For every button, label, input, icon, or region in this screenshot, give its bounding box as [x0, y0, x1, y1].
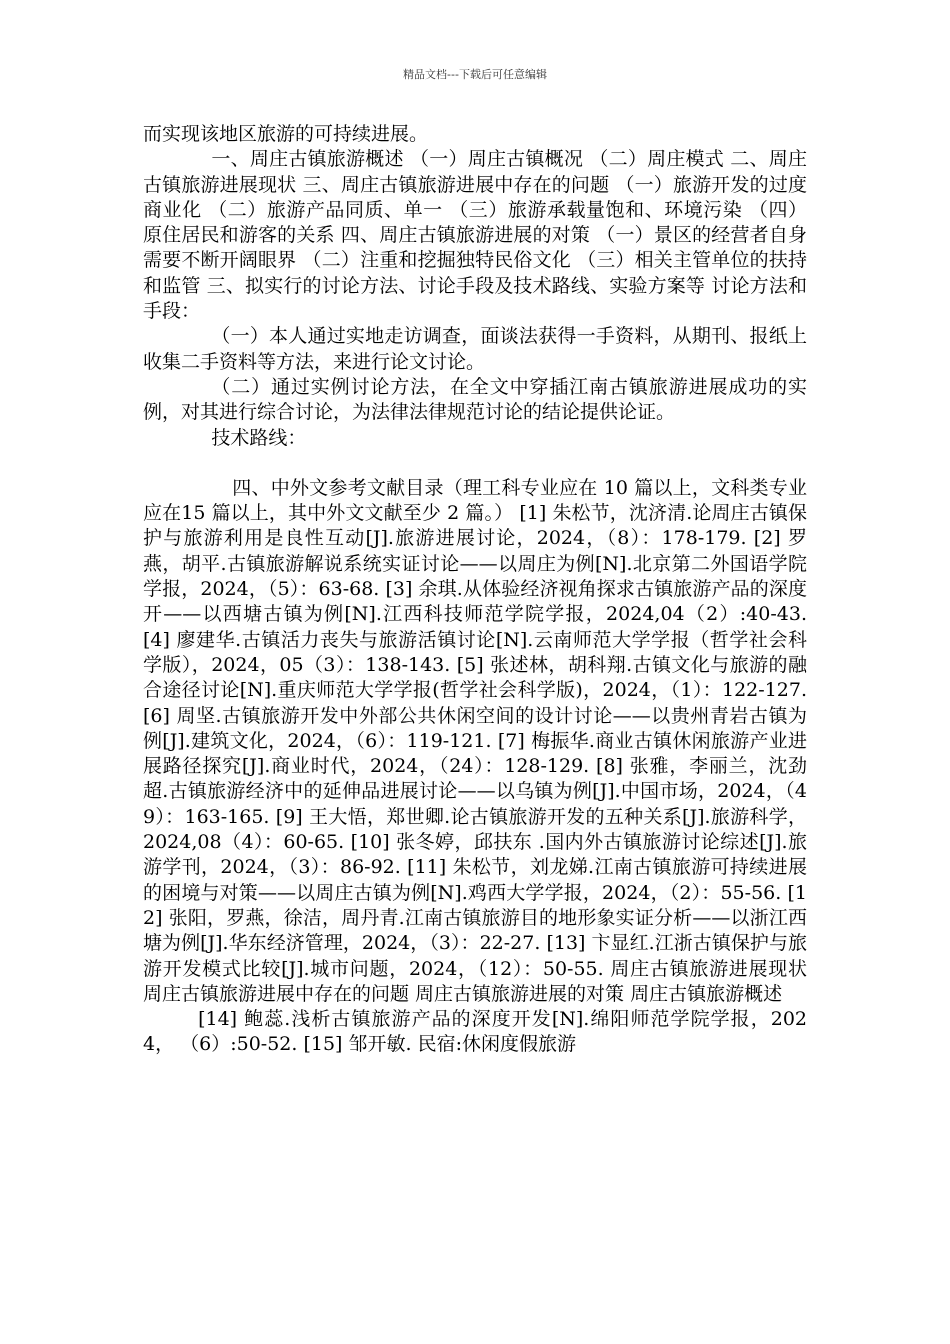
paragraph-technical-route: 技术路线： [211, 426, 307, 449]
document-body [143, 122, 807, 1058]
paragraph-outline: 一、周庄古镇旅游概述 （一）周庄古镇概况 （二）周庄模式 二、周庄古镇旅游进展现状 三、周庄古镇旅游进展中存在的问题 （一）旅游开发的过度商业化 （二）旅游产品同质、单一 （三）旅游承载量饱和、环境污染 （四）原住居民和游客的关系 四、周庄古镇旅游进展的对策 （一）景区的经营者自身需要不断开阔眼界 （二）注重和挖掘独特民俗文化 （三）相关主管单位的扶持和监管 三、拟实行的讨论方法、讨论手段及技术路线、实验方案等 讨论方法和手段： [143, 148, 807, 323]
paragraph-references-continued: [14] 鲍蕊.浅析古镇旅游产品的深度开发[N].绵阳师范学院学报，2024， （6）:50-52. [15] 邹开敏. 民宿:休闲度假旅游 [143, 1008, 807, 1056]
paragraph-continuation: 而实现该地区旅游的可持续进展。 [143, 123, 429, 145]
page-header: 精品文档---下载后可任意编辑 [403, 68, 547, 81]
blank-space [143, 451, 807, 476]
paragraph-method-two: （二）通过实例讨论方法，在全文中穿插江南古镇旅游进展成功的实例，对其进行综合讨论，为法律法律规范讨论的结论提供论证。 [143, 375, 807, 424]
paragraph-method-one: （一）本人通过实地走访调查，面谈法获得一手资料，从期刊、报纸上收集二手资料等方法，来进行论文讨论。 [143, 325, 807, 373]
paragraph-references: 四、中外文参考文献目录（理工科专业应在 10 篇以上，文科类专业应在15 篇以上，其中外文文献至少 2 篇。） [1] 朱松节，沈济清.论周庄古镇保护与旅游利用是良性互动[J].旅游进展讨论，2024，（8）：178-179. [2] 罗燕，胡平.古镇旅游解说系统实证讨论——以周庄为例[N].北京第二外国语学院学报，2024，（5）：63-68. [3] 余琪.从体验经济视角探求古镇旅游产品的深度开——以西塘古镇为例[N].江西科技师范学院学报，2024,04（2）:40-43. [4] 廖建华.古镇活力丧失与旅游活镇讨论[N].云南师范大学学报（哲学社会科学版），2024，05（3）：138-143. [5] 张述林，胡科翔.古镇文化与旅游的融合途径讨论[N].重庆师范大学学报(哲学社会科学版)，2024，（1）：122-127. [6] 周坚.古镇旅游开发中外部公共休闲空间的设计讨论——以贵州青岩古镇为例[J].建筑文化，2024，（6）：119-121. [7] 梅振华.商业古镇休闲旅游产业进展路径探究[J].商业时代，2024，（24）：128-129. [8] 张雅，李丽兰，沈劲超.古镇旅游经济中的延伸品进展讨论——以乌镇为例[J].中国市场，2024，（49）：163-165. [9] 王大悟，郑世卿.论古镇旅游开发的五种关系[J].旅游科学，2024,08（4）：60-65. [10] 张冬婷，邱扶东 .国内外古镇旅游讨论综述[J].旅游学刊，2024，（3）：86-92. [11] 朱松节，刘龙娣.江南古镇旅游可持续进展的困境与对策——以周庄古镇为例[N].鸡西大学学报，2024，（2）：55-56. [12] 张阳，罗燕，徐洁，周丹青.江南古镇旅游目的地形象实证分析——以浙江西塘为例[J].华东经济管理，2024，（3）：22-27. [13] 卞显红.江浙古镇保护与旅游开发模式比较[J].城市问题，2024，（12）：50-55. 周庄古镇旅游进展现状 周庄古镇旅游进展中存在的问题 周庄古镇旅游进展的对策 周庄古镇旅游概述 [143, 476, 807, 1005]
